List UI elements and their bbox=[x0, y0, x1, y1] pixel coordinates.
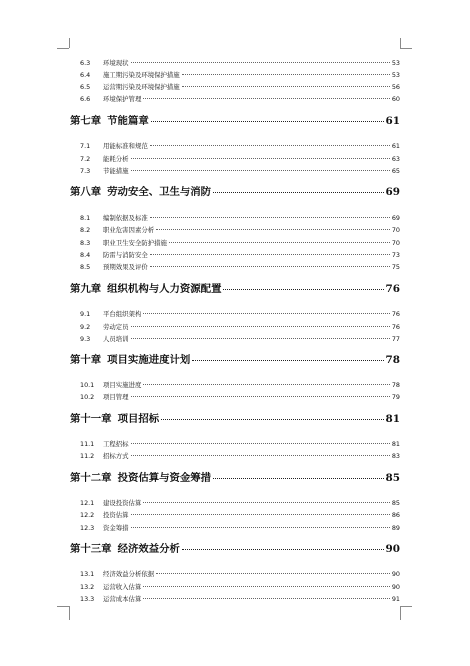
dot-leader bbox=[131, 326, 390, 327]
toc-entry-title: 项目招标 bbox=[117, 413, 160, 425]
toc-entry-title: 运营成本估算 bbox=[103, 595, 142, 603]
toc-section-entry[interactable] bbox=[70, 333, 400, 346]
toc-entry-number: 10.1 bbox=[80, 381, 95, 389]
toc-entry-title: 平台组织架构 bbox=[103, 310, 142, 318]
dot-leader bbox=[143, 98, 390, 99]
toc-chapter-entry[interactable] bbox=[70, 411, 400, 427]
toc-entry-title: 编制依据及标准 bbox=[103, 214, 148, 222]
toc-section-entry[interactable] bbox=[70, 261, 400, 274]
toc-entry-number: 11.2 bbox=[80, 452, 95, 460]
toc-entry-page-number: 78 bbox=[385, 354, 400, 366]
toc-entry-page-number: 85 bbox=[391, 499, 400, 507]
toc-entry-title: 预期效果及评价 bbox=[103, 263, 148, 271]
toc-entry-title: 投资估算 bbox=[103, 511, 129, 519]
toc-chapter-entry[interactable] bbox=[70, 541, 400, 557]
toc-entry-title: 运营期污染及环境保护措施 bbox=[103, 83, 180, 91]
toc-entry-number: 8.3 bbox=[80, 239, 91, 247]
toc-entry-page-number: 79 bbox=[391, 393, 400, 401]
toc-entry-number: 7.2 bbox=[80, 155, 91, 163]
toc-entry-title: 节能篇章 bbox=[107, 115, 149, 127]
toc-section-entry[interactable] bbox=[70, 308, 400, 321]
toc-section-entry[interactable] bbox=[70, 212, 400, 225]
toc-entry-title: 能耗分析 bbox=[103, 155, 129, 163]
dot-leader bbox=[131, 514, 390, 515]
toc-section-entry[interactable] bbox=[70, 140, 400, 153]
toc-entry-number: 第九章 bbox=[70, 283, 102, 295]
toc-entry-title: 工程招标 bbox=[103, 440, 129, 448]
dot-leader bbox=[143, 598, 390, 599]
toc-chapter-entry[interactable] bbox=[70, 352, 400, 368]
dot-leader bbox=[131, 170, 390, 171]
toc-entry-page-number: 75 bbox=[391, 263, 400, 271]
toc-entry-number: 第十三章 bbox=[70, 543, 112, 555]
dot-leader bbox=[156, 573, 390, 574]
toc-entry-title: 环境现状 bbox=[103, 59, 129, 67]
toc-entry-page-number: 86 bbox=[391, 511, 400, 519]
toc-entry-page-number: 70 bbox=[391, 226, 400, 234]
toc-entry-title: 经济效益分析依据 bbox=[103, 570, 155, 578]
toc-chapter-entry[interactable] bbox=[70, 470, 400, 486]
dot-leader bbox=[131, 338, 390, 339]
toc-section-entry[interactable] bbox=[70, 321, 400, 334]
toc-section-entry[interactable] bbox=[70, 224, 400, 237]
toc-entry-number: 6.6 bbox=[80, 95, 91, 103]
toc-entry-page-number: 73 bbox=[391, 251, 400, 259]
toc-entry-number: 第十章 bbox=[70, 354, 102, 366]
toc-entry-number: 6.5 bbox=[80, 83, 91, 91]
toc-entry-page-number: 61 bbox=[385, 115, 400, 127]
dot-leader bbox=[143, 384, 390, 385]
toc-entry-title: 防雷与消防安全 bbox=[103, 251, 148, 259]
dot-leader bbox=[131, 455, 390, 456]
toc-entry-number: 7.1 bbox=[80, 142, 91, 150]
toc-entry-title: 运营收入估算 bbox=[103, 583, 142, 591]
toc-entry-number: 9.3 bbox=[80, 335, 91, 343]
dot-leader bbox=[161, 419, 383, 420]
toc-entry-title: 环境保护管理 bbox=[103, 95, 142, 103]
toc-section-entry[interactable] bbox=[70, 568, 400, 581]
toc-entry-number: 9.1 bbox=[80, 310, 91, 318]
toc-entry-title: 投资估算与资金筹措 bbox=[117, 472, 212, 484]
toc-entry-title: 资金筹措 bbox=[103, 524, 129, 532]
dot-leader bbox=[151, 121, 384, 122]
toc-entry-page-number: 76 bbox=[391, 310, 400, 318]
toc-section-entry[interactable] bbox=[70, 379, 400, 392]
toc-entry-title: 劳动安全、卫生与消防 bbox=[107, 186, 212, 198]
toc-entry-number: 9.2 bbox=[80, 323, 91, 331]
toc-section-entry[interactable] bbox=[70, 57, 400, 70]
toc-entry-page-number: 91 bbox=[391, 595, 400, 603]
toc-entry-number: 8.4 bbox=[80, 251, 91, 259]
crop-mark-top-right bbox=[400, 38, 401, 48]
toc-entry-number: 第七章 bbox=[70, 115, 102, 127]
toc-section-entry[interactable] bbox=[70, 593, 400, 606]
crop-mark-bottom-left bbox=[69, 606, 70, 620]
toc-entry-title: 职业卫生安全防护措施 bbox=[103, 239, 167, 247]
toc-section-entry[interactable] bbox=[70, 522, 400, 535]
toc-entry-number: 7.3 bbox=[80, 167, 91, 175]
toc-entry-title: 职业危害因素分析 bbox=[103, 226, 155, 234]
toc-entry-number: 6.3 bbox=[80, 59, 91, 67]
toc-chapter-entry[interactable] bbox=[70, 281, 400, 297]
toc-entry-page-number: 65 bbox=[391, 167, 400, 175]
dot-leader bbox=[150, 254, 390, 255]
toc-entry-page-number: 81 bbox=[391, 440, 400, 448]
toc-section-entry[interactable] bbox=[70, 93, 400, 106]
toc-entry-page-number: 81 bbox=[385, 413, 400, 425]
toc-entry-number: 12.2 bbox=[80, 511, 95, 519]
toc-entry-page-number: 90 bbox=[391, 583, 400, 591]
toc-entry-number: 6.4 bbox=[80, 71, 91, 79]
toc-entry-number: 13.1 bbox=[80, 570, 95, 578]
toc-entry-number: 13.2 bbox=[80, 583, 95, 591]
toc-entry-page-number: 53 bbox=[391, 59, 400, 67]
dot-leader bbox=[182, 549, 384, 550]
toc-entry-number: 8.5 bbox=[80, 263, 91, 271]
toc-entry-number: 第十二章 bbox=[70, 472, 112, 484]
toc-entry-page-number: 89 bbox=[391, 524, 400, 532]
dot-leader bbox=[182, 74, 390, 75]
toc-entry-number: 第八章 bbox=[70, 186, 102, 198]
toc-entry-page-number: 90 bbox=[391, 570, 400, 578]
toc-chapter-entry[interactable] bbox=[70, 113, 400, 129]
toc-entry-title: 项目管理 bbox=[103, 393, 129, 401]
toc-entry-page-number: 63 bbox=[391, 155, 400, 163]
toc-section-entry[interactable] bbox=[70, 438, 400, 451]
toc-entry-title: 人员培训 bbox=[103, 335, 129, 343]
toc-entry-page-number: 69 bbox=[391, 214, 400, 222]
toc-entry-page-number: 85 bbox=[385, 472, 400, 484]
toc-section-entry[interactable] bbox=[70, 153, 400, 166]
dot-leader bbox=[150, 266, 390, 267]
dot-leader bbox=[131, 443, 390, 444]
dot-leader bbox=[131, 527, 390, 528]
crop-mark-top-left bbox=[57, 48, 69, 49]
toc-entry-title: 建设投资估算 bbox=[103, 499, 142, 507]
dot-leader bbox=[131, 62, 390, 63]
toc-section-entry[interactable] bbox=[70, 165, 400, 178]
toc-entry-title: 施工期污染及环境保护措施 bbox=[103, 71, 180, 79]
toc-entry-number: 12.1 bbox=[80, 499, 95, 507]
toc-section-entry[interactable] bbox=[70, 497, 400, 510]
toc-entry-page-number: 76 bbox=[385, 283, 400, 295]
dot-leader bbox=[182, 86, 390, 87]
dot-leader bbox=[143, 586, 390, 587]
dot-leader bbox=[213, 478, 383, 479]
dot-leader bbox=[169, 242, 390, 243]
dot-leader bbox=[213, 192, 383, 193]
dot-leader bbox=[150, 145, 390, 146]
toc-entry-page-number: 78 bbox=[391, 381, 400, 389]
dot-leader bbox=[150, 217, 390, 218]
crop-mark-bottom-left bbox=[57, 606, 69, 607]
dot-leader bbox=[143, 502, 390, 503]
toc-entry-page-number: 70 bbox=[391, 239, 400, 247]
toc-entry-page-number: 56 bbox=[391, 83, 400, 91]
toc-section-entry[interactable] bbox=[70, 69, 400, 82]
toc-entry-title: 组织机构与人力资源配置 bbox=[107, 283, 222, 295]
toc-entry-title: 经济效益分析 bbox=[117, 543, 180, 555]
crop-mark-bottom-right bbox=[400, 606, 412, 607]
toc-section-entry[interactable] bbox=[70, 581, 400, 594]
toc-section-entry[interactable] bbox=[70, 509, 400, 522]
toc-entry-number: 13.3 bbox=[80, 595, 95, 603]
toc-entry-page-number: 53 bbox=[391, 71, 400, 79]
toc-chapter-entry[interactable] bbox=[70, 184, 400, 200]
toc-entry-number: 11.1 bbox=[80, 440, 95, 448]
toc-entry-page-number: 69 bbox=[385, 186, 400, 198]
toc-entry-page-number: 90 bbox=[385, 543, 400, 555]
dot-leader bbox=[192, 360, 383, 361]
toc-section-entry[interactable] bbox=[70, 450, 400, 463]
dot-leader bbox=[143, 313, 390, 314]
toc-entry-title: 项目实施进度计划 bbox=[107, 354, 191, 366]
toc-entry-number: 8.1 bbox=[80, 214, 91, 222]
toc-entry-page-number: 76 bbox=[391, 323, 400, 331]
toc-entry-number: 第十一章 bbox=[70, 413, 112, 425]
crop-mark-top-right bbox=[400, 48, 412, 49]
toc-entry-page-number: 83 bbox=[391, 452, 400, 460]
toc-section-entry[interactable] bbox=[70, 237, 400, 250]
toc-entry-number: 8.2 bbox=[80, 226, 91, 234]
toc-entry-title: 劳动定员 bbox=[103, 323, 129, 331]
toc-entry-page-number: 77 bbox=[391, 335, 400, 343]
toc-entry-page-number: 60 bbox=[391, 95, 400, 103]
toc-entry-title: 用能标准和规范 bbox=[103, 142, 148, 150]
dot-leader bbox=[131, 158, 390, 159]
toc-section-entry[interactable] bbox=[70, 249, 400, 262]
toc-entry-title: 节能措施 bbox=[103, 167, 129, 175]
toc-entry-page-number: 61 bbox=[391, 142, 400, 150]
toc-entry-title: 项目实施进度 bbox=[103, 381, 142, 389]
toc-entry-number: 12.3 bbox=[80, 524, 95, 532]
toc-entry-title: 招标方式 bbox=[103, 452, 129, 460]
toc-entry-number: 10.2 bbox=[80, 393, 95, 401]
dot-leader bbox=[156, 229, 390, 230]
dot-leader bbox=[131, 396, 390, 397]
toc-section-entry[interactable] bbox=[70, 391, 400, 404]
crop-mark-top-left bbox=[69, 38, 70, 48]
toc-section-entry[interactable] bbox=[70, 81, 400, 94]
crop-mark-bottom-right bbox=[400, 606, 401, 620]
dot-leader bbox=[223, 289, 383, 290]
